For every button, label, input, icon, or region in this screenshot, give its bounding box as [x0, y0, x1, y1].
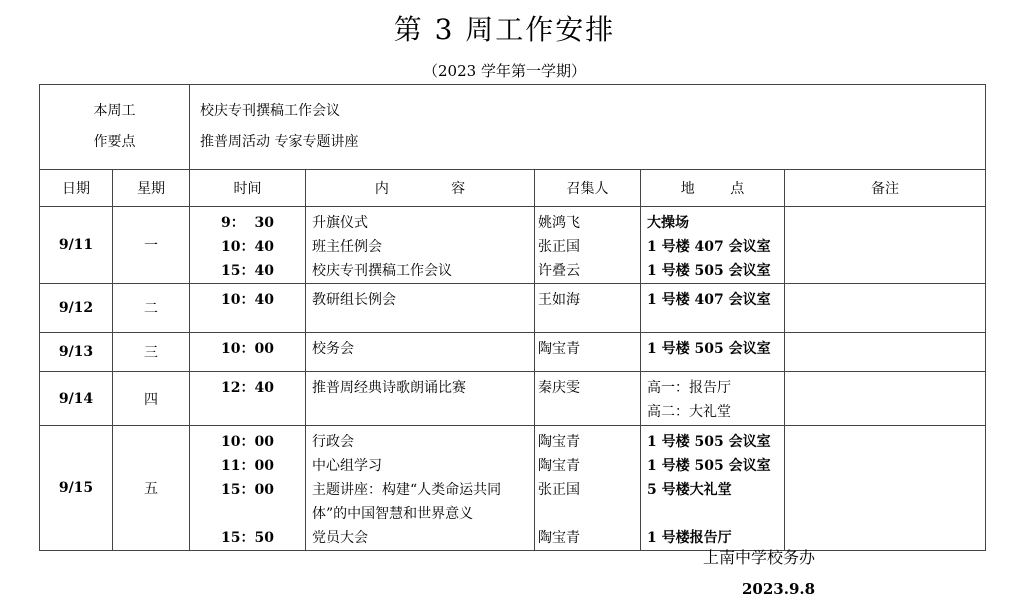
time-cell	[190, 426, 306, 551]
convener-entry: 陶宝青	[538, 458, 580, 474]
time-entry: 9： 30	[221, 215, 274, 231]
weekday-cell: 三	[113, 333, 190, 372]
page-title: 第 3 周工作安排	[393, 13, 616, 46]
focus-item: 校庆专刊撰稿工作会议	[200, 103, 340, 119]
content-cell	[306, 426, 535, 551]
time-entry: 10：00	[221, 341, 274, 357]
convener-cell	[535, 426, 641, 551]
date-cell: 9/15	[40, 426, 113, 551]
table-row	[40, 207, 986, 284]
location-entry: 高一：报告厅	[647, 380, 731, 396]
convener-entry: 陶宝青	[538, 530, 580, 546]
table-row	[40, 372, 986, 426]
content-entry: 升旗仪式	[312, 215, 368, 231]
notes-cell	[785, 372, 986, 426]
content-entry: 行政会	[312, 434, 354, 450]
convener-cell	[535, 333, 641, 372]
header-date: 日期	[40, 170, 113, 207]
footer-office: 上南中学校务办	[703, 548, 816, 567]
time-entry: 10：40	[221, 239, 274, 255]
content-entry: 校务会	[312, 341, 354, 357]
time-entry: 15：40	[221, 263, 274, 279]
header-location: 地 点	[641, 170, 785, 207]
focus-label-line1: 本周工	[93, 103, 136, 119]
time-entry: 10：40	[221, 292, 274, 308]
content-cell	[306, 333, 535, 372]
header-time: 时间	[190, 170, 306, 207]
location-cell	[641, 372, 785, 426]
footer-date: 2023.9.8	[742, 580, 816, 598]
time-entry: 10：00	[221, 434, 274, 450]
date-cell: 9/14	[40, 372, 113, 426]
table-row	[40, 284, 986, 333]
location-cell	[641, 426, 785, 551]
location-entry: 1 号楼 407 会议室	[647, 239, 771, 255]
convener-entry	[538, 502, 640, 526]
convener-entry: 王如海	[538, 292, 580, 308]
convener-entry: 许叠云	[538, 263, 580, 279]
content-cell	[306, 207, 535, 284]
date-cell: 9/13	[40, 333, 113, 372]
time-entry: 11：00	[221, 458, 274, 474]
convener-entry: 张正国	[538, 482, 580, 498]
notes-cell	[785, 426, 986, 551]
time-cell	[190, 372, 306, 426]
notes-cell	[785, 207, 986, 284]
location-entry: 1 号楼 407 会议室	[647, 292, 771, 308]
convener-entry: 陶宝青	[538, 434, 580, 450]
header-row	[40, 170, 986, 207]
content-entry: 班主任例会	[312, 239, 382, 255]
time-entry	[190, 502, 305, 526]
time-cell	[190, 284, 306, 333]
weekday-cell: 四	[113, 372, 190, 426]
time-cell	[190, 207, 306, 284]
location-entry	[647, 502, 784, 526]
content-entry: 党员大会	[312, 530, 368, 546]
location-cell	[641, 284, 785, 333]
focus-row	[40, 85, 986, 170]
location-cell	[641, 207, 785, 284]
table-row	[40, 426, 986, 551]
focus-content	[190, 85, 986, 170]
date-cell: 9/12	[40, 284, 113, 333]
weekday-cell: 二	[113, 284, 190, 333]
content-cell	[306, 372, 535, 426]
content-cell	[306, 284, 535, 333]
content-entry: 主题讲座：构建“人类命运共同	[312, 482, 502, 498]
location-entry: 高二：大礼堂	[647, 404, 731, 420]
header-convener: 召集人	[535, 170, 641, 207]
location-entry: 1 号楼 505 会议室	[647, 341, 771, 357]
focus-label	[40, 85, 190, 170]
time-entry: 15：50	[221, 530, 274, 546]
focus-item: 推普周活动 专家专题讲座	[200, 134, 359, 150]
header-notes: 备注	[785, 170, 986, 207]
convener-entry: 姚鸿飞	[538, 215, 580, 231]
weekday-cell: 五	[113, 426, 190, 551]
notes-cell	[785, 284, 986, 333]
location-entry: 1 号楼报告厅	[647, 530, 732, 546]
content-entry: 中心组学习	[312, 458, 382, 474]
time-entry: 12：40	[221, 380, 274, 396]
table-row	[40, 333, 986, 372]
convener-cell	[535, 207, 641, 284]
weekday-cell: 一	[113, 207, 190, 284]
content-entry: 校庆专刊撰稿工作会议	[312, 263, 452, 279]
date-cell: 9/11	[40, 207, 113, 284]
header-content: 内 容	[306, 170, 535, 207]
schedule-table	[39, 84, 986, 551]
time-cell	[190, 333, 306, 372]
location-entry: 1 号楼 505 会议室	[647, 263, 771, 279]
time-entry: 15：00	[221, 482, 274, 498]
header-weekday: 星期	[113, 170, 190, 207]
location-entry: 1 号楼 505 会议室	[647, 458, 771, 474]
focus-label-line2: 作要点	[93, 134, 136, 150]
location-entry: 5 号楼大礼堂	[647, 482, 732, 498]
location-entry: 大操场	[647, 215, 689, 231]
convener-cell	[535, 372, 641, 426]
location-cell	[641, 333, 785, 372]
convener-entry: 张正国	[538, 239, 580, 255]
notes-cell	[785, 333, 986, 372]
content-entry: 教研组长例会	[312, 292, 396, 308]
page-subtitle: （2023 学年第一学期）	[423, 62, 586, 80]
convener-entry: 陶宝青	[538, 341, 580, 357]
content-entry: 推普周经典诗歌朗诵比赛	[312, 380, 466, 396]
location-entry: 1 号楼 505 会议室	[647, 434, 771, 450]
convener-entry: 秦庆雯	[538, 380, 580, 396]
content-entry: 体”的中国智慧和世界意义	[312, 506, 474, 522]
convener-cell	[535, 284, 641, 333]
